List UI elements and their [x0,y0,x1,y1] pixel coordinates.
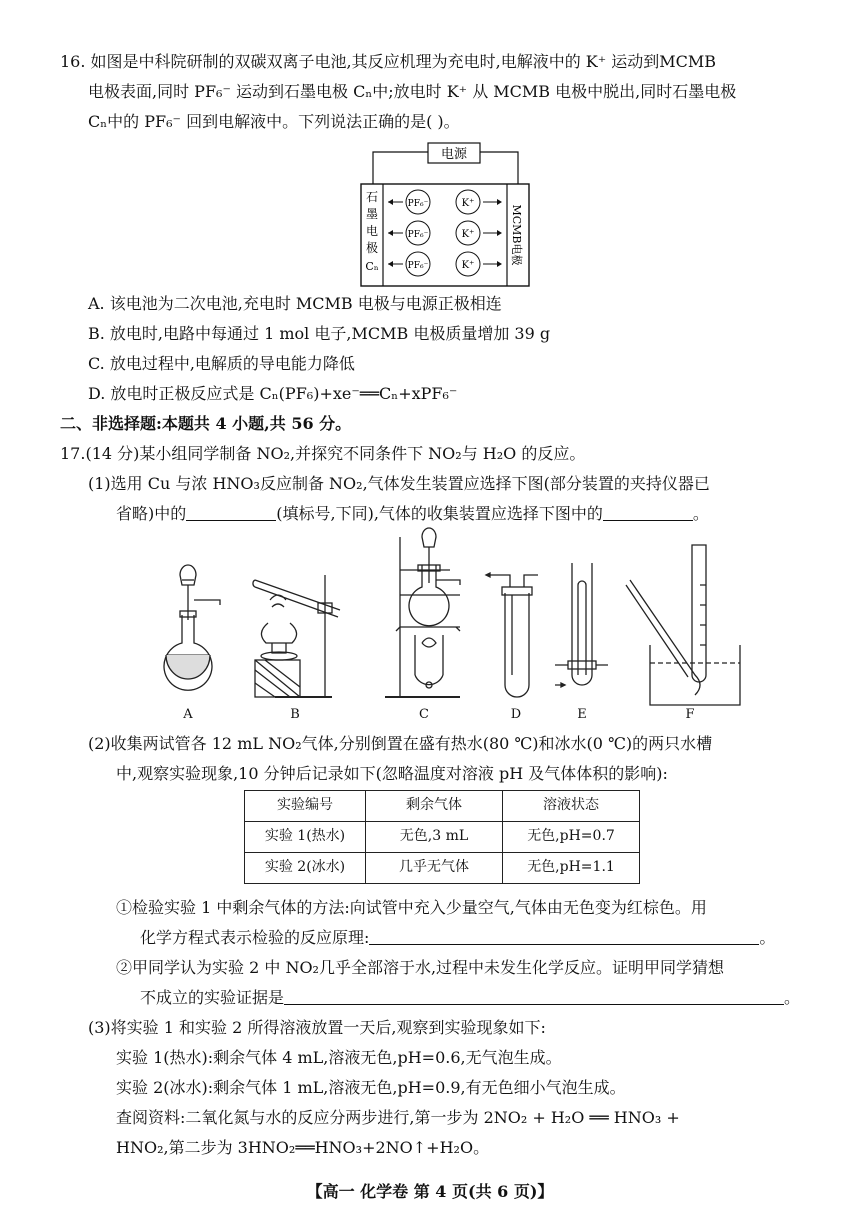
apparatus-label-f: F [685,707,695,722]
q16-option-c: C. 放电过程中,电解质的导电能力降低 [88,354,355,373]
table-header-cell: 剩余气体 [366,791,503,822]
answer-blank-collector[interactable] [603,504,693,521]
cation-label-1: K⁺ [461,198,475,209]
q16-option-b: B. 放电时,电路中每通过 1 mol 电子,MCMB 电极质量增加 39 g [88,324,551,343]
apparatus-label-d: D [510,707,522,722]
q17-part1-text-c: 。 [692,504,709,523]
q17-sub1-line-2 [140,926,860,951]
section-2-heading: 二、非选择题:本题共 4 小题,共 56 分。 [60,414,352,433]
table-cell: 实验 1(热水) [245,822,366,853]
apparatus-label-c: C [419,707,429,722]
q17-part1-line-1: (1)选用 Cu 与浓 HNO₃反应制备 NO₂,气体发生装置应选择下图(部分装置的夹持仪器已 [88,474,710,493]
table-header-cell: 溶液状态 [503,791,640,822]
power-source-label: 电源 [440,147,468,162]
table-cell: 几乎无气体 [366,853,503,884]
q17-part2-line-2: 中,观察实验现象,10 分钟后记录如下(忽略温度对溶液 pH 及气体体积的影响): [116,764,668,783]
table-row [245,822,640,853]
answer-blank-evidence[interactable] [284,988,784,1005]
anion-label-3: PF₆⁻ [407,261,429,271]
apparatus-a [164,565,220,690]
q17-intro: 17.(14 分)某小组同学制备 NO₂,并探究不同条件下 NO₂与 H₂O 的反应。 [60,444,586,463]
table-cell: 无色,pH=1.1 [503,853,640,884]
cation-label-2: K⁺ [461,229,475,240]
answer-blank-equation[interactable] [369,928,759,945]
answer-blank-generator[interactable] [186,504,276,521]
q17-part3-line-3: 实验 2(冰水):剩余气体 1 mL,溶液无色,pH=0.9,有无色细小气泡生成。 [116,1078,626,1097]
q16-option-a: A. 该电池为二次电池,充电时 MCMB 电极与电源正极相连 [88,294,502,313]
apparatus-label-a: A [183,707,193,722]
q17-sub1-text: 化学方程式表示检验的反应原理: [140,928,370,947]
q16-line-1: 16. 如图是中科院研制的双碳双离子电池,其反应机理为充电时,电解液中的 K⁺ 运动到MCMB [60,52,717,71]
table-header-cell: 实验编号 [245,791,366,822]
q16-line-2: 电极表面,同时 PF₆⁻ 运动到石墨电极 Cₙ中;放电时 K⁺ 从 MCMB 电极中脱出,同时石墨电极 [88,82,737,101]
experiment-table [244,790,640,884]
q17-part3-line-1: (3)将实验 1 和实验 2 所得溶液放置一天后,观察到实验现象如下: [88,1018,546,1037]
apparatus-figure [160,525,760,725]
apparatus-c [385,528,460,697]
table-cell: 无色,3 mL [366,822,503,853]
left-electrode-char-5: Cₙ [365,260,379,273]
left-electrode-char-4: 极 [365,241,379,255]
page-footer: 【高一 化学卷 第 4 页(共 6 页)】 [306,1182,554,1201]
q17-part1-text-b: (填标号,下同),气体的收集装置应选择下图中的 [276,504,603,523]
apparatus-f [626,545,740,705]
left-electrode-char-1: 石 [365,190,379,204]
cation-label-3: K⁺ [461,260,475,271]
battery-diagram [355,140,535,290]
table-cell: 无色,pH=0.7 [503,822,640,853]
q17-sub2-period: 。 [784,988,801,1007]
apparatus-label-b: B [290,707,300,722]
anion-label-1: PF₆⁻ [407,199,429,209]
left-electrode-char-3: 电 [365,224,379,238]
table-header-row [245,791,640,822]
q17-part1-text-a: 省略)中的 [116,504,187,523]
q16-line-3: Cₙ中的 PF₆⁻ 回到电解液中。下列说法正确的是( )。 [88,112,460,131]
apparatus-b [253,575,340,697]
q16-option-d: D. 放电时正极反应式是 Cₙ(PF₆)+xe⁻══Cₙ+xPF₆⁻ [88,384,458,403]
table-cell: 实验 2(冰水) [245,853,366,884]
cell-body [361,184,529,286]
apparatus-label-e: E [577,707,587,722]
q17-part3-line-5: HNO₂,第二步为 3HNO₂══HNO₃+2NO↑+H₂O。 [116,1138,490,1157]
q17-part2-line-1: (2)收集两试管各 12 mL NO₂气体,分别倒置在盛有热水(80 ℃)和冰水(0 ℃)的两只水槽 [88,734,713,753]
left-electrode-char-2: 墨 [365,207,379,221]
q17-sub2-text: 不成立的实验证据是 [140,988,285,1007]
q17-part1-line-2 [116,502,860,527]
q17-sub2-line-1: ②甲同学认为实验 2 中 NO₂几乎全部溶于水,过程中未发生化学反应。证明甲同学猜想 [116,958,725,977]
apparatus-d [486,573,538,697]
q17-part3-line-4: 查阅资料:二氧化氮与水的反应分两步进行,第一步为 2NO₂ + H₂O ══ HNO₃ + [116,1108,680,1127]
q17-part3-line-2: 实验 1(热水):剩余气体 4 mL,溶液无色,pH=0.6,无气泡生成。 [116,1048,562,1067]
right-electrode-label: MCMB电极 [510,204,523,266]
q17-sub2-line-2 [140,986,860,1011]
apparatus-e [555,563,608,687]
table-row [245,853,640,884]
anion-label-2: PF₆⁻ [407,230,429,240]
q17-sub1-line-1: ①检验实验 1 中剩余气体的方法:向试管中充入少量空气,气体由无色变为红棕色。用 [116,898,707,917]
q17-sub1-period: 。 [759,928,776,947]
